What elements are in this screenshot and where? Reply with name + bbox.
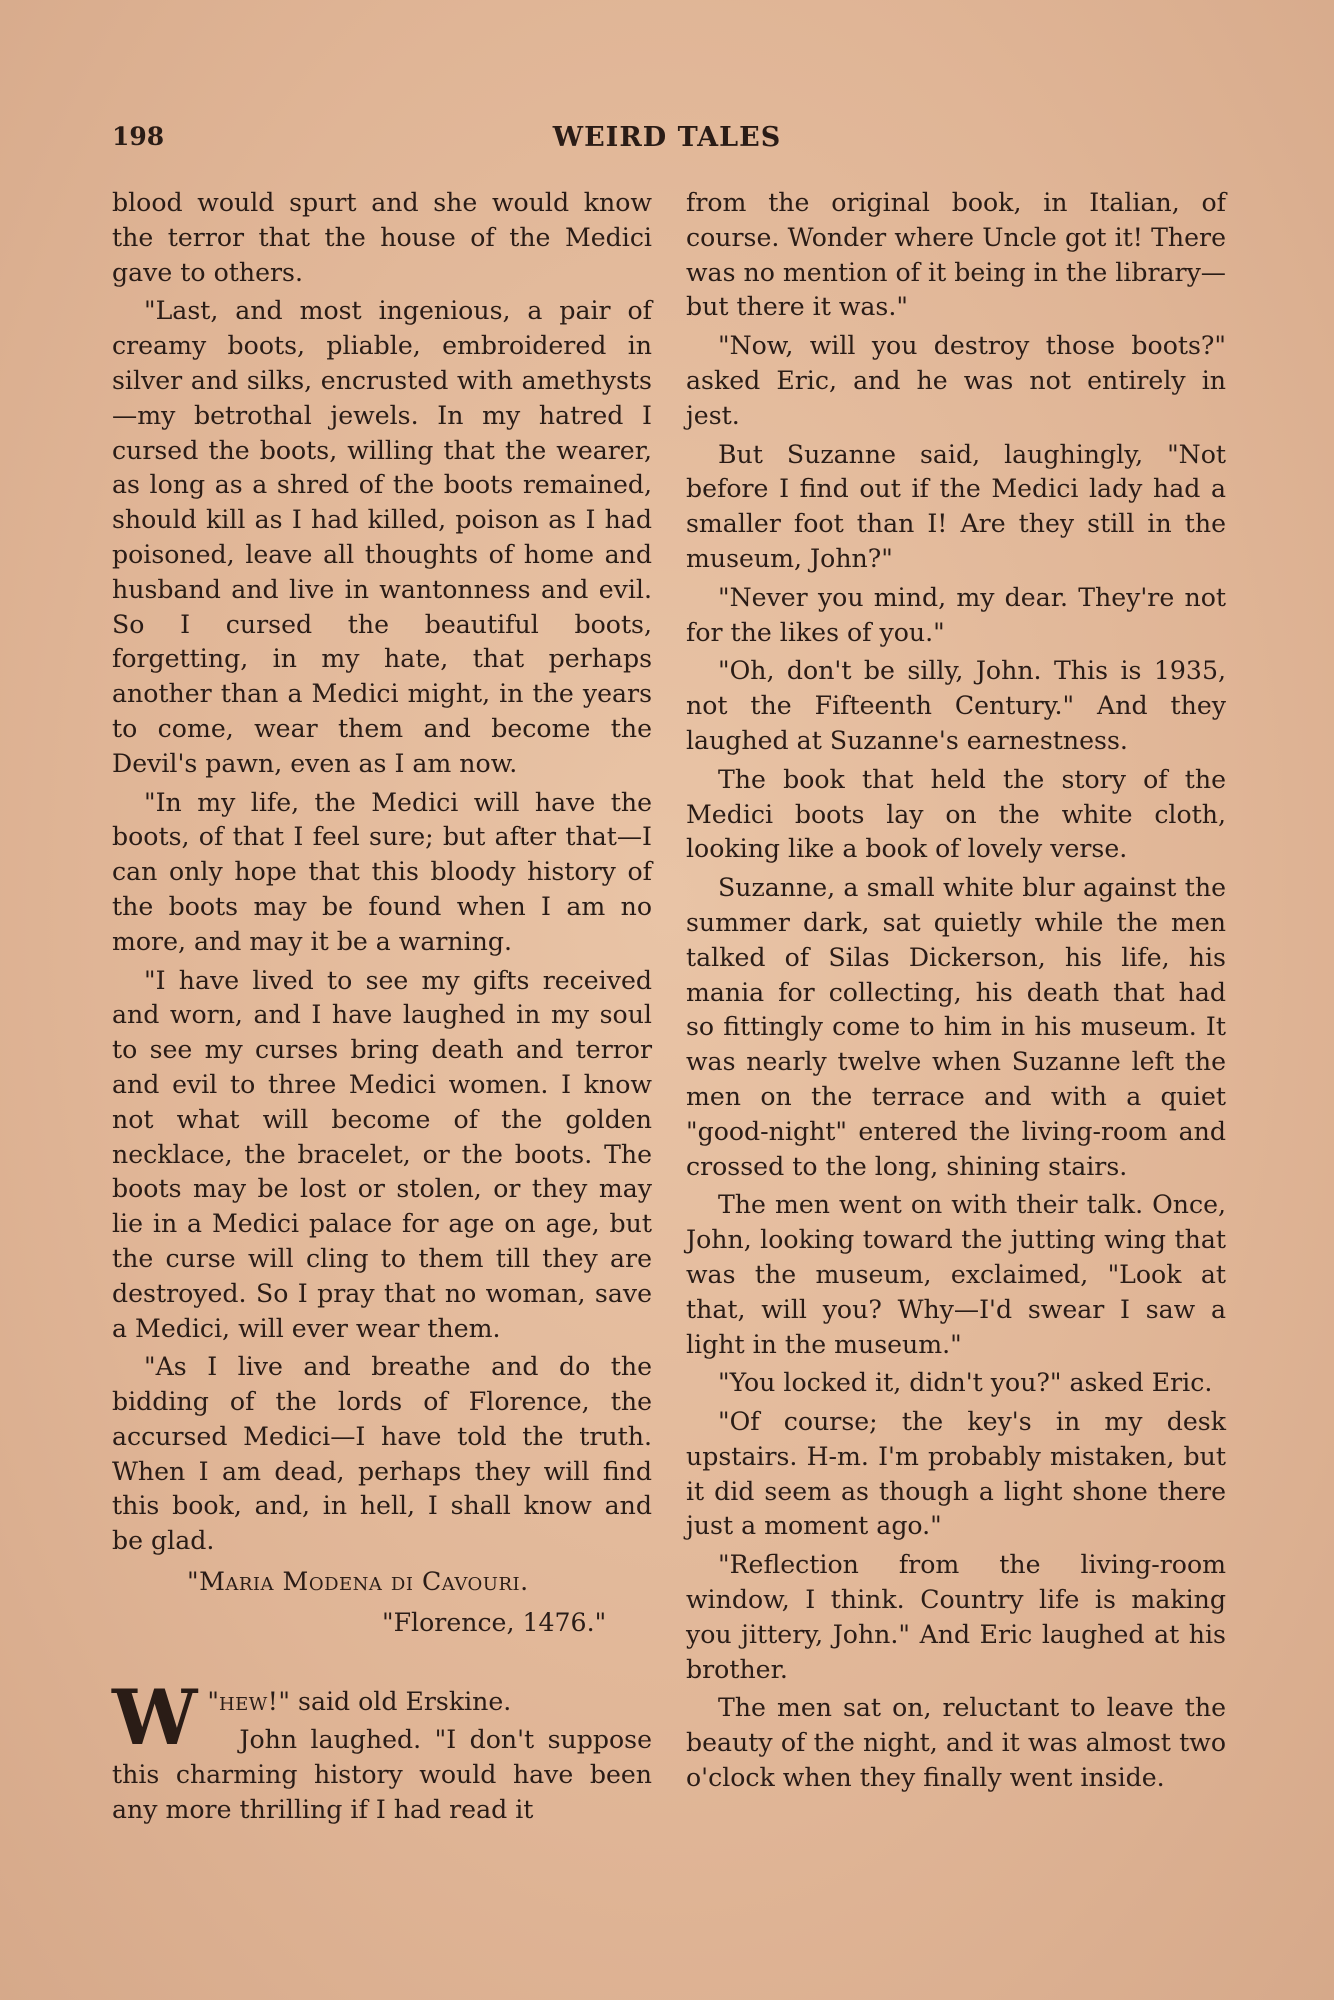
- paragraph: "Of course; the key's in my desk upstairs. H-m. I'm probably mistaken, but it did seem as though a light shone there just a moment ago.": [686, 1407, 1226, 1541]
- paragraph: "Now, will you destroy those boots?" asked Eric, and he was not entirely in jest.: [686, 331, 1226, 430]
- paragraph: The book that held the story of the Medici boots lay on the white cloth, looking like a book of lovely verse.: [686, 764, 1226, 864]
- dropcap-letter: W: [112, 1672, 198, 1762]
- paragraph: "You locked it, didn't you?" asked Eric.: [718, 1368, 1213, 1398]
- signature-place: "Florence, 1476.": [382, 1607, 607, 1637]
- right-column: [686, 186, 1226, 1796]
- paragraph: "Reflection from the living-room window, I think. Country life is making you jittery, John." And Eric laughed at his brother.: [686, 1550, 1226, 1684]
- paragraph: "As I live and breathe and do the bidding of the lords of Florence, the accursed Medici—I have told the truth. When I am dead, perhaps they will find this book, and, in hell, I shall know and be glad.: [112, 1352, 652, 1556]
- signature-name: "Maria Modena di Cavouri.: [187, 1567, 529, 1597]
- paragraph: The men sat on, reluctant to leave the beauty of the night, and it was almost two o'clock when they finally went inside.: [686, 1693, 1226, 1793]
- paragraph: The men went on with their talk. Once, John, looking toward the jutting wing that was the museum, exclaimed, "Look at that, will you? Why—I'd swear I saw a light in the museum.": [686, 1190, 1226, 1359]
- paragraph: blood would spurt and she would know the terror that the house of the Medici gave to others.: [112, 188, 652, 287]
- paragraph: "I have lived to see my gifts received and worn, and I have laughed in my soul to see my curses bring death and terror and evil to three Medici women. I know not what will become of the golden necklace, the bracelet, or the boots. The boots may be lost or stolen, or they may lie in a Medici palace for age on age, but the curse will cling to them till they are destroyed. So I pray that no woman, save a Medici, will ever wear them.: [112, 965, 652, 1343]
- paragraph: from the original book, in Italian, of course. Wonder where Uncle got it! There was no mention of it being in the library—but there it was.": [686, 188, 1226, 322]
- paragraph: Suzanne, a small white blur against the summer dark, sat quietly while the men talked of Silas Dickerson, his life, his mania for collecting, his death that had so fittingly come to him in his museum. It was nearly twelve when Suzanne left the men on the terrace and with a quiet "good-night" entered the living-room and crossed to the long, shining stairs.: [686, 873, 1226, 1181]
- paragraph: But Suzanne said, laughingly, "Not before I find out if the Medici lady had a smaller foot than I! Are they still in the museum, John?": [686, 439, 1226, 573]
- paragraph: John laughed. "I don't suppose this charming history would have been any more thrilling if I had read it: [112, 1725, 652, 1825]
- dropcap-tail: hew!: [218, 1686, 279, 1716]
- dropcap-paragraph: [112, 1672, 652, 1762]
- page-header: [112, 122, 1222, 162]
- left-column: [112, 186, 652, 1828]
- paragraph: "In my life, the Medici will have the boots, of that I feel sure; but after that—I can only hope that this bloody history of the boots may be found when I am no more, and may it be a warning.: [112, 787, 652, 956]
- paragraph: "Oh, don't be silly, John. This is 1935, not the Fifteenth Century." And they laughed at Suzanne's earnestness.: [686, 656, 1226, 755]
- dropcap-rest: " said old Erskine.: [278, 1686, 512, 1716]
- paragraph: "Never you mind, my dear. They're not for the likes of you.": [686, 582, 1226, 647]
- page-number: 198: [112, 122, 165, 151]
- running-title: WEIRD TALES: [552, 122, 782, 153]
- paragraph: "Last, and most ingenious, a pair of creamy boots, pliable, embroidered in silver and silks, encrusted with amethysts—my betrothal jewels. In my hatred I cursed the boots, willing that the wearer, as long as a shred of the boots remained, should kill as I had killed, poison as I had poisoned, leave all thoughts of home and husband and live in wantonness and evil. So I cursed the beautiful boots, forgetting, in my hate, that perhaps another than a Medici might, in the years to come, wear them and become the Devil's pawn, even as I am now.: [112, 296, 652, 778]
- dropcap-quote: ": [207, 1686, 219, 1716]
